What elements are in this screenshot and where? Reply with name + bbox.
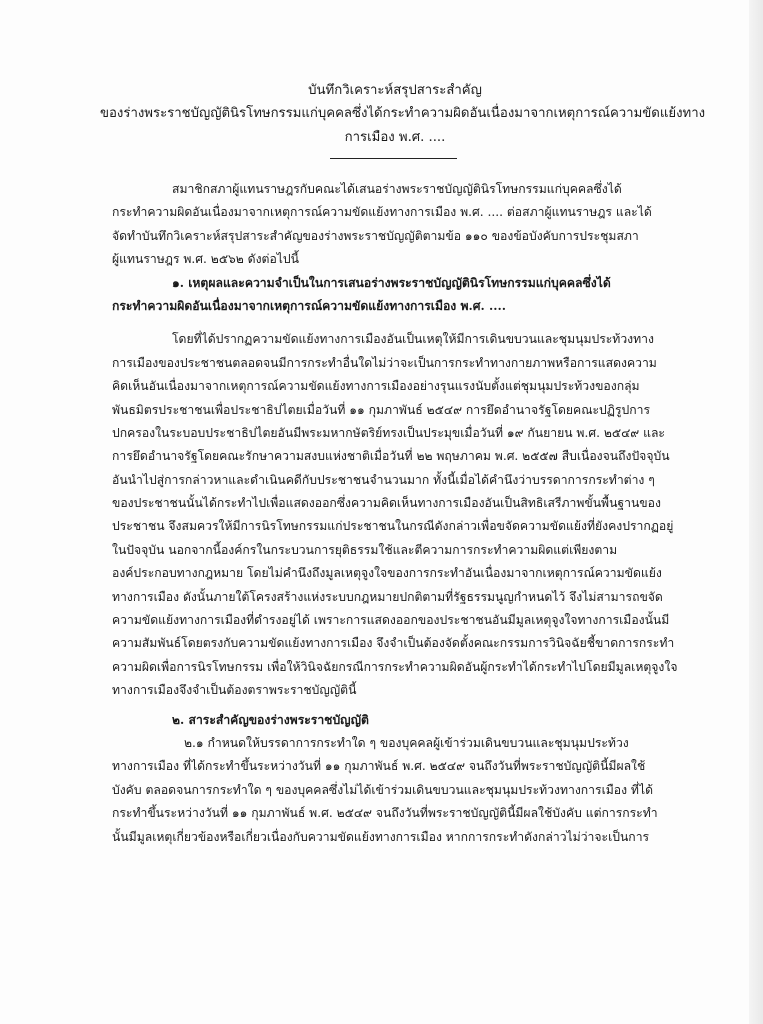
intro-line: กระทำความผิดอันเนื่องมาจากเหตุการณ์ความขัดแย้งทางการเมือง พ.ศ. .... ต่อสภาผู้แทนราษฎร และได้ xyxy=(112,205,652,220)
title-line-3: การเมือง พ.ศ. .... xyxy=(344,129,446,145)
section-1-line: การเมืองของประชาชนตลอดจนมีการกระทำอื่นใดไม่ว่าจะเป็นการกระทำทางกายภาพหรือการแสดงความ xyxy=(112,355,657,370)
section-2-line: ทางการเมือง ที่ได้กระทำขึ้นระหว่างวันที่ ๑๑ กุมภาพันธ์ พ.ศ. ๒๕๔๙ จนถึงวันที่พระราชบัญญัตินี้มีผลใช้ xyxy=(112,759,646,774)
section-1-line: คิดเห็นอันเนื่องมาจากเหตุการณ์ความขัดแย้งทางการเมืองอย่างรุนแรงนับตั้งแต่ชุมนุมประท้วงของกลุ่ม xyxy=(112,379,640,394)
document-body xyxy=(112,178,680,849)
intro-line: สมาชิกสภาผู้แทนราษฎรกับคณะได้เสนอร่างพระราชบัญญัตินิรโทษกรรมแก่บุคคลซึ่งได้ xyxy=(172,182,622,196)
document-title xyxy=(100,78,706,148)
intro-paragraph xyxy=(112,178,680,272)
section-1-line: อันนำไปสู่การกล่าวหาและดำเนินคดีกับประชาชนจำนวนมาก ทั้งนี้เมื่อได้คำนึงว่าบรรดาการกระทำต่าง ๆ xyxy=(112,472,655,487)
section-2-line: นั้นมีมูลเหตุเกี่ยวข้องหรือเกี่ยวเนื่องกับความขัดแย้งทางการเมือง หากการกระทำดังกล่าวไม่ว่าจะเป็นการ xyxy=(112,829,650,844)
section-1-line: ความผิดเพื่อการนิรโทษกรรม เพื่อให้วินิจฉัยกรณีการกระทำความผิดอันผู้กระทำได้กระทำไปโดยมีมูลเหตุจูงใจ xyxy=(112,659,678,674)
section-1-line: โดยที่ได้ปรากฏความขัดแย้งทางการเมืองอันเป็นเหตุให้มีการเดินขบวนและชุมนุมประท้วงทาง xyxy=(172,332,654,347)
title-divider xyxy=(330,158,457,159)
section-1-line: ของประชาชนนั้นได้กระทำไปเพื่อแสดงออกซึ่งความคิดเห็นทางการเมืองอันเป็นสิทธิเสรีภาพขั้นพื้นฐานของ xyxy=(112,496,661,511)
section-2 xyxy=(112,709,680,849)
section-2-line: กระทำขึ้นระหว่างวันที่ ๑๑ กุมภาพันธ์ พ.ศ. ๒๕๔๙ จนถึงวันที่พระราชบัญญัตินี้มีผลใช้บังคับ แต่การกระทำ xyxy=(112,806,658,821)
section-1-heading-cont: กระทำความผิดอันเนื่องมาจากเหตุการณ์ความขัดแย้งทางการเมือง พ.ศ. .... xyxy=(112,298,506,313)
scan-edge xyxy=(749,0,763,1024)
section-1-line: ประชาชน จึงสมควรให้มีการนิรโทษกรรมแก่ประชาชนในกรณีดังกล่าวเพื่อขจัดความขัดแย้งที่ยังคงปรากฏอยู่ xyxy=(112,519,674,534)
section-1-line: ความสัมพันธ์โดยตรงกับความขัดแย้งทางการเมือง จึงจำเป็นต้องจัดตั้งคณะกรรมการวินิจฉัยชี้ขาดการกระทำ xyxy=(112,636,675,651)
section-1-line: พันธมิตรประชาชนเพื่อประชาธิปไตยเมื่อวันที่ ๑๑ กุมภาพันธ์ ๒๕๔๙ การยึดอำนาจรัฐโดยคณะปฏิรูปการ xyxy=(112,402,651,417)
section-1-line: ปกครองในระบอบประชาธิปไตยอันมีพระมหากษัตริย์ทรงเป็นประมุขเมื่อวันที่ ๑๙ กันยายน พ.ศ. ๒๕๔๙ และ xyxy=(112,425,665,440)
title-line-2: ของร่างพระราชบัญญัตินิรโทษกรรมแก่บุคคลซึ่งได้กระทำความผิดอันเนื่องมาจากเหตุการณ์ความขัดแย้งทาง xyxy=(100,106,706,122)
section-1-line: ทางการเมืองจึงจำเป็นต้องตราพระราชบัญญัตินี้ xyxy=(112,683,357,698)
section-1-line: การยึดอำนาจรัฐโดยคณะรักษาความสงบแห่งชาติเมื่อวันที่ ๒๒ พฤษภาคม พ.ศ. ๒๕๕๗ สืบเนื่องจนถึงปัจจุบัน xyxy=(112,449,670,464)
intro-line: ผู้แทนราษฎร พ.ศ. ๒๕๖๒ ดังต่อไปนี้ xyxy=(112,252,299,267)
section-1-line: ทางการเมือง ดังนั้นภายใต้โครงสร้างแห่งระบบกฎหมายปกติตามที่รัฐธรรมนูญกำหนดไว้ จึงไม่สามารถขจัด xyxy=(112,589,663,604)
section-2-heading: ๒. สาระสำคัญของร่างพระราชบัญญัติ xyxy=(172,712,369,727)
section-1-line: ในปัจจุบัน นอกจากนี้องค์กรในกระบวนการยุติธรรมใช้และตีความการกระทำความผิดแต่เพียงตาม xyxy=(112,542,618,557)
section-2-line: ๒.๑ กำหนดให้บรรดาการกระทำใด ๆ ของบุคคลผู้เข้าร่วมเดินขบวนและชุมนุมประท้วง xyxy=(184,735,629,750)
title-line-1: บันทึกวิเคราะห์สรุปสาระสำคัญ xyxy=(308,83,482,98)
section-1-line: องค์ประกอบทางกฎหมาย โดยไม่คำนึงถึงมูลเหตุจูงใจของการกระทำอันเนื่องมาจากเหตุการณ์ความขัดแย้ง xyxy=(112,566,662,581)
section-1 xyxy=(112,272,680,703)
intro-line: จัดทำบันทึกวิเคราะห์สรุปสาระสำคัญของร่างพระราชบัญญัติตามข้อ ๑๑๐ ของข้อบังคับการประชุมสภา xyxy=(112,228,639,243)
section-1-heading: ๑. เหตุผลและความจำเป็นในการเสนอร่างพระราชบัญญัตินิรโทษกรรมแก่บุคคลซึ่งได้ xyxy=(172,275,611,290)
section-1-line: ความขัดแย้งทางการเมืองที่ดำรงอยู่ได้ เพราะการแสดงออกของประชาชนอันมีมูลเหตุจูงใจทางการเมืองนั้นมี xyxy=(112,613,670,628)
section-2-line: บังคับ ตลอดจนการกระทำใด ๆ ของบุคคลซึ่งไม่ได้เข้าร่วมเดินขบวนและชุมนุมประท้วงทางการเมือง ที่ได้ xyxy=(112,782,653,797)
